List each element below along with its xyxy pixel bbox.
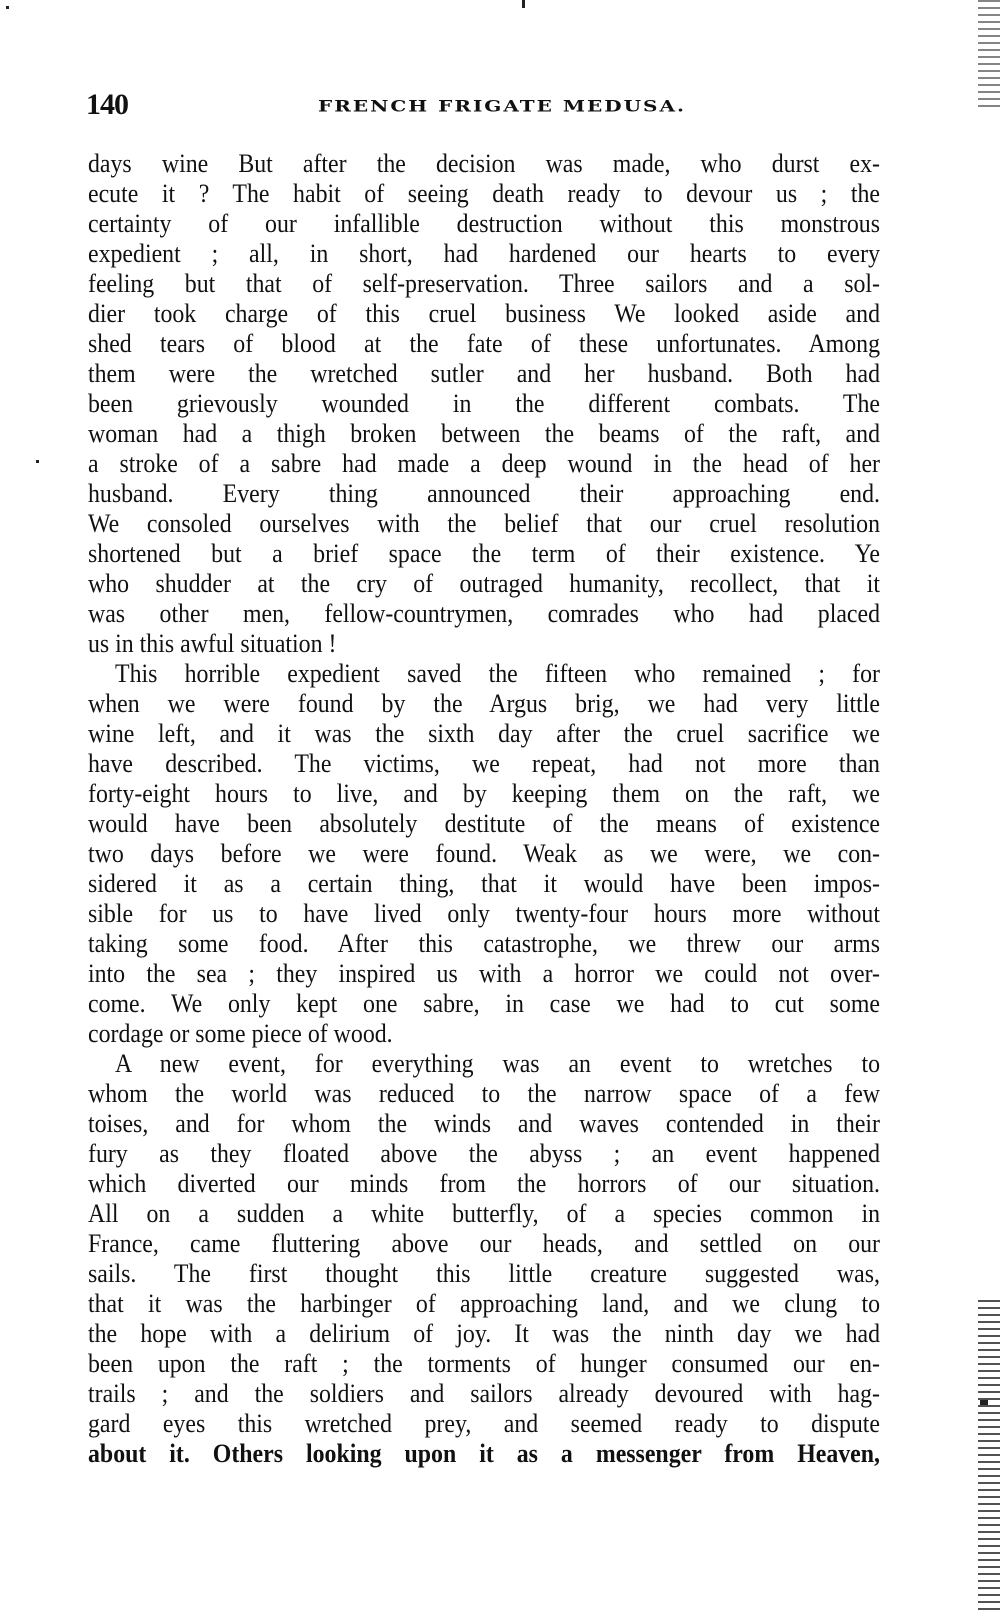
text-line: fury as they floated above the abyss ; an event happened bbox=[88, 1138, 880, 1168]
text-line: dier took charge of this cruel business We looked aside and bbox=[88, 298, 880, 328]
text-line: been grievously wounded in the different combats. The bbox=[88, 388, 880, 418]
text-line: certainty of our infallible destruction without this monstrous bbox=[88, 208, 880, 238]
text-line: that it was the harbinger of approaching land, and we clung to bbox=[88, 1288, 880, 1318]
text-line: feeling but that of self-preservation. Three sailors and a sol- bbox=[88, 268, 880, 298]
text-line: sidered it as a certain thing, that it would have been impos- bbox=[88, 868, 880, 898]
text-line: days wine But after the decision was made, who durst ex- bbox=[88, 148, 880, 178]
page-number: 140 bbox=[86, 88, 128, 121]
text-line: This horrible expedient saved the fifteen who remained ; for bbox=[115, 658, 880, 688]
text-line: would have been absolutely destitute of the means of existence bbox=[88, 808, 880, 838]
text-line: who shudder at the cry of outraged humanity, recollect, that it bbox=[88, 568, 880, 598]
running-title: FRENCH FRIGATE MEDUSA. bbox=[318, 96, 686, 116]
text-line: been upon the raft ; the torments of hunger consumed our en- bbox=[88, 1348, 880, 1378]
text-line: All on a sudden a white butterfly, of a species common in bbox=[88, 1198, 880, 1228]
text-line: sails. The first thought this little creature suggested was, bbox=[88, 1258, 880, 1288]
text-line: the hope with a delirium of joy. It was the ninth day we had bbox=[88, 1318, 880, 1348]
text-line: sible for us to have lived only twenty-four hours more without bbox=[88, 898, 880, 928]
text-line: woman had a thigh broken between the beams of the raft, and bbox=[88, 418, 880, 448]
text-line: a stroke of a sabre had made a deep wound in the head of her bbox=[88, 448, 880, 478]
scan-edge-noise bbox=[978, 0, 1000, 110]
text-line: France, came fluttering above our heads, and settled on our bbox=[88, 1228, 880, 1258]
text-line: We consoled ourselves with the belief that our cruel resolution bbox=[88, 508, 880, 538]
text-line: trails ; and the soldiers and sailors already devoured with hag- bbox=[88, 1378, 880, 1408]
scan-speck bbox=[522, 0, 525, 8]
text-line: whom the world was reduced to the narrow space of a few bbox=[88, 1078, 880, 1108]
text-line: when we were found by the Argus brig, we had very little bbox=[88, 688, 880, 718]
text-line: have described. The victims, we repeat, had not more than bbox=[88, 748, 880, 778]
text-line: cordage or some piece of wood. bbox=[88, 1018, 393, 1048]
text-line: come. We only kept one sabre, in case we had to cut some bbox=[88, 988, 880, 1018]
text-line: which diverted our minds from the horrors of our situation. bbox=[88, 1168, 880, 1198]
text-line: us in this awful situation ! bbox=[88, 628, 337, 658]
text-line: taking some food. After this catastrophe, we threw our arms bbox=[88, 928, 880, 958]
text-line: about it. Others looking upon it as a messenger from Heaven, bbox=[88, 1438, 880, 1468]
text-line: forty-eight hours to live, and by keeping them on the raft, we bbox=[88, 778, 880, 808]
scan-edge-noise bbox=[978, 1300, 1000, 1612]
text-line: them were the wretched sutler and her husband. Both had bbox=[88, 358, 880, 388]
text-line: A new event, for everything was an event to wretches to bbox=[115, 1048, 880, 1078]
text-line: shed tears of blood at the fate of these unfortunates. Among bbox=[88, 328, 880, 358]
text-line: husband. Every thing announced their approaching end. bbox=[88, 478, 880, 508]
text-line: shortened but a brief space the term of their existence. Ye bbox=[88, 538, 880, 568]
body-text bbox=[88, 148, 880, 1468]
text-line: expedient ; all, in short, had hardened our hearts to every bbox=[88, 238, 880, 268]
text-line: was other men, fellow-countrymen, comrades who had placed bbox=[88, 598, 880, 628]
text-line: gard eyes this wretched prey, and seemed ready to dispute bbox=[88, 1408, 880, 1438]
text-line: toises, and for whom the winds and waves contended in their bbox=[88, 1108, 880, 1138]
scan-speck bbox=[36, 460, 39, 463]
text-line: into the sea ; they inspired us with a horror we could not over- bbox=[88, 958, 880, 988]
text-line: two days before we were found. Weak as we were, we con- bbox=[88, 838, 880, 868]
scan-speck bbox=[6, 6, 9, 9]
text-line: ecute it ? The habit of seeing death ready to devour us ; the bbox=[88, 178, 880, 208]
text-line: wine left, and it was the sixth day after the cruel sacrifice we bbox=[88, 718, 880, 748]
